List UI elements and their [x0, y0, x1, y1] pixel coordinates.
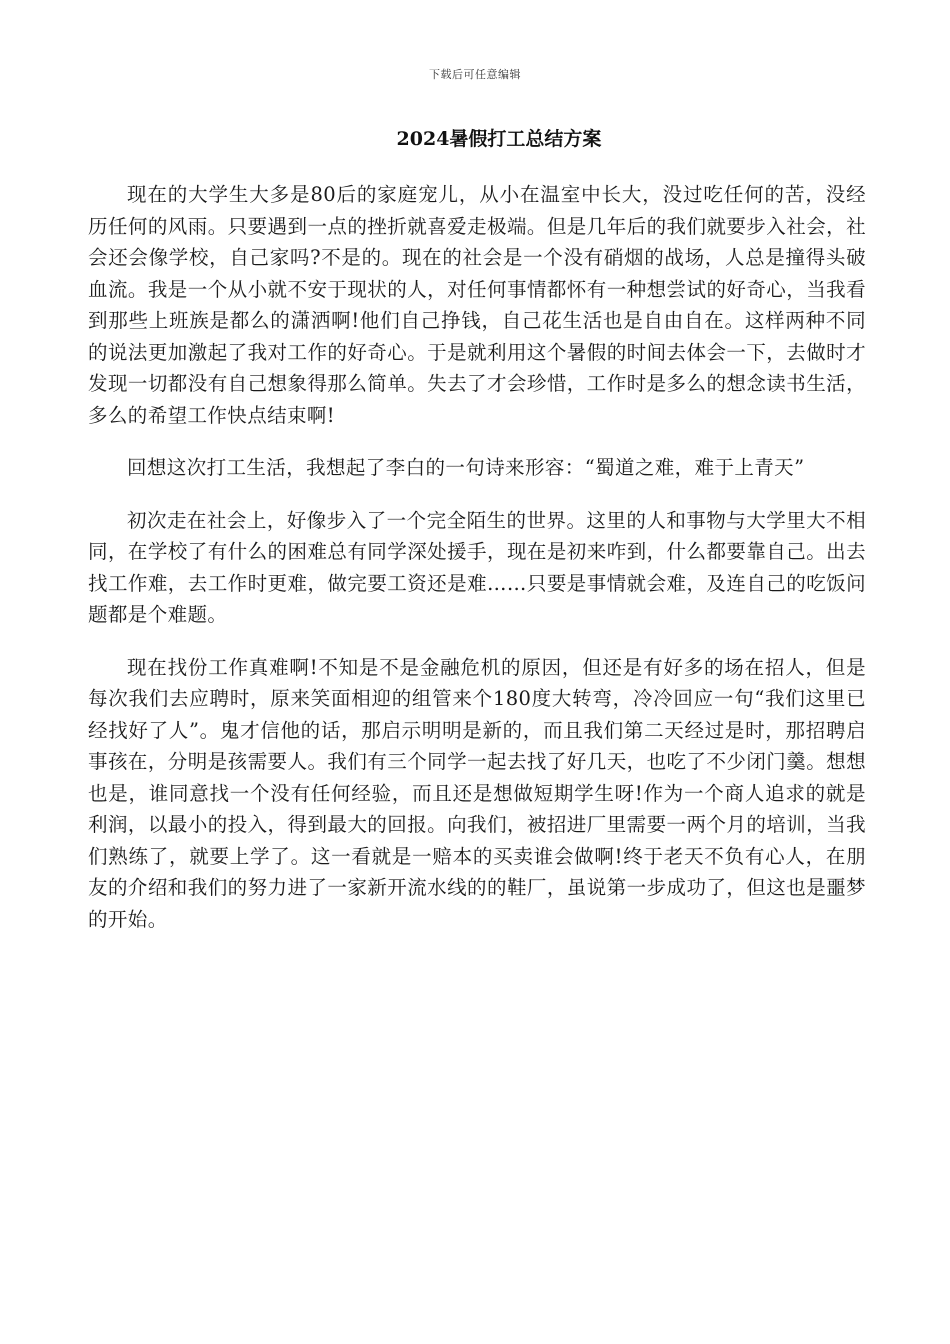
header-note: 下载后可任意编辑 [429, 68, 521, 81]
document-title: 2024暑假打工总结方案 [396, 128, 602, 150]
paragraph-4: 现在找份工作真难啊!不知是不是金融危机的原因，但还是有好多的场在招人，但是每次我们去应聘时，原来笑面相迎的组管来个180度大转弯，冷冷回应一句“我们这里已经找好了人”。鬼才信他的话，那启示明明是新的，而且我们第二天经过是时，那招聘启事孩在，分明是孩需要人。我们有三个同学一起去找了好几天，也吃了不少闭门羹。想想也是，谁同意找一个没有任何经验，而且还是想做短期学生呀!作为一个商人追求的就是利润，以最小的投入，得到最大的回报。向我们，被招进厂里需要一两个月的培训，当我们熟练了，就要上学了。这一看就是一赔本的买卖谁会做啊!终于老天不负有心人，在朋友的介绍和我们的努力进了一家新开流水线的的鞋厂，虽说第一步成功了，但这也是噩梦的开始。 [88, 655, 866, 931]
paragraph-3: 初次走在社会上，好像步入了一个完全陌生的世界。这里的人和事物与大学里大不相同，在学校了有什么的困难总有同学深处援手，现在是初来咋到，什么都要靠自己。出去找工作难，去工作时更难，做完要工资还是难……只要是事情就会难，及连自己的吃饭问题都是个难题。 [88, 508, 866, 626]
paragraph-1: 现在的大学生大多是80后的家庭宠儿，从小在温室中长大，没过吃任何的苦，没经历任何的风雨。只要遇到一点的挫折就喜爱走极端。但是几年后的我们就要步入社会，社会还会像学校，自己家吗?不是的。现在的社会是一个没有硝烟的战场，人总是撞得头破血流。我是一个从小就不安于现状的人，对任何事情都怀有一种想尝试的好奇心，当我看到那些上班族是都么的潇洒啊!他们自己挣钱，自己花生活也是自由自在。这样两种不同的说法更加激起了我对工作的好奇心。于是就利用这个暑假的时间去体会一下，去做时才发现一切都没有自己想象得那么简单。失去了才会珍惜，工作时是多么的想念读书生活，多么的希望工作快点结束啊! [88, 183, 866, 427]
paragraph-2: 回想这次打工生活，我想起了李白的一句诗来形容：“蜀道之难，难于上青天” [127, 456, 805, 479]
document-body [88, 179, 866, 956]
